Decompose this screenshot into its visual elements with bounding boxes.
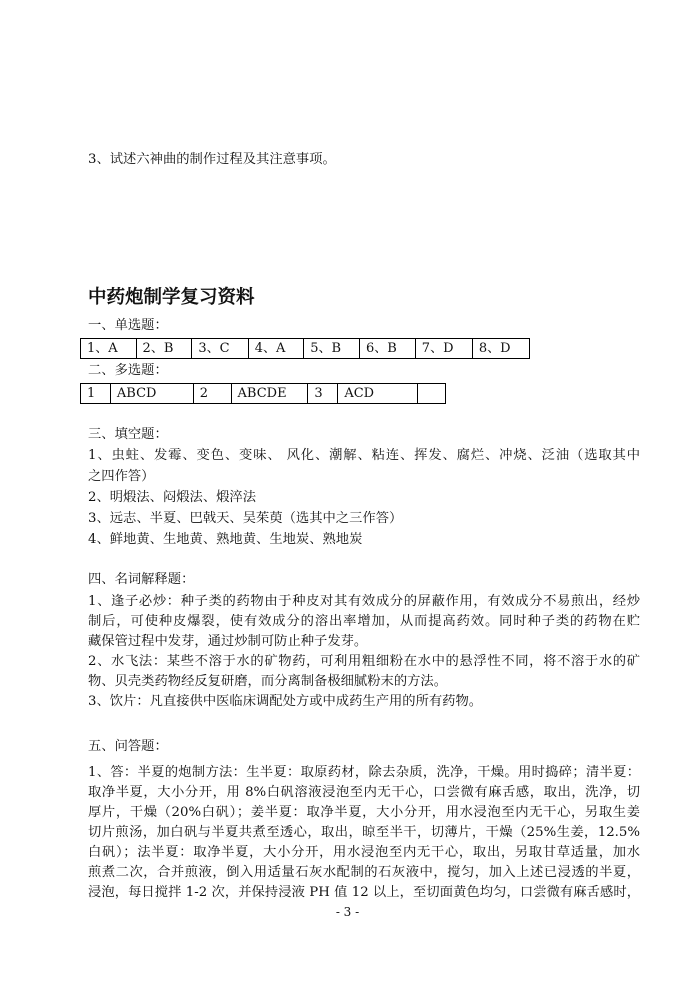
question-3: 3、试述六神曲的制作过程及其注意事项。 [88, 152, 336, 167]
text-line: 浸泡，每日搅拌 1-2 次，并保持浸液 PH 值 12 以上，至切面黄色均匀，口尝微有麻舌感时， [88, 885, 640, 900]
text-line: 制后，可使种皮爆裂，使有效成分的溶出率增加，从而提高药效。同时种子类的药物在贮 [88, 614, 640, 629]
text-line: 取净半夏，大小分开，用 8%白矾溶液浸泡至内无干心，口尝微有麻舌感，取出，洗净，切 [88, 785, 640, 800]
text-line: 2、明煅法、闷煅法、煅淬法 [88, 490, 257, 505]
page-title: 中药炮制学复习资料 [88, 287, 255, 308]
answer-cell: 1 [81, 384, 111, 404]
answer-cell [418, 384, 446, 404]
answer-cell: 2、B [136, 339, 192, 359]
text-line: 2、水飞法：某些不溶于水的矿物药，可利用粗细粉在水中的悬浮性不同，将不溶于水的矿 [88, 654, 640, 669]
text-line: 4、鲜地黄、生地黄、熟地黄、生地炭、熟地炭 [88, 532, 363, 547]
section-5-heading: 五、问答题： [88, 739, 168, 754]
answer-cell: 6、B [360, 339, 416, 359]
text-line: 1、虫蛀、发霉、变色、变味、 风化、潮解、粘连、挥发、腐烂、冲烧、泛油（选取其中 [88, 448, 640, 463]
text-line: 煎煮二次，合并煎液，倒入用适量石灰水配制的石灰液中，搅匀，加入上述已浸透的半夏， [88, 865, 640, 880]
section-3-heading: 三、填空题： [88, 427, 168, 442]
text-line: 1、答：半夏的炮制方法：生半夏：取原药材，除去杂质，洗净，干燥。用时捣碎；清半夏： [88, 765, 640, 780]
answer-cell: ACD [338, 384, 418, 404]
answer-cell: ABCDE [231, 384, 308, 404]
answer-cell: 7、D [415, 339, 472, 359]
section-4-body [88, 592, 640, 712]
text-line: 之四作答） [88, 469, 155, 484]
section-1-heading: 一、单选题： [88, 318, 168, 333]
answer-cell: 4、A [248, 339, 304, 359]
text-line: 3、远志、半夏、巴戟天、吴茱萸（选其中之三作答） [88, 511, 403, 526]
text-line: 白矾）；法半夏：取净半夏，大小分开，用水浸泡至内无干心，取出，另取甘草适量，加水 [88, 845, 640, 860]
text-line: 藏保管过程中发芽，通过炒制可防止种子发芽。 [88, 634, 368, 649]
section-4-heading: 四、名词解释题： [88, 572, 195, 587]
multi-choice-table [80, 383, 446, 404]
text-line: 厚片，干燥（20%白矾）；姜半夏：取净半夏，大小分开，用水浸泡至内无干心，另取生姜 [88, 805, 640, 820]
text-line: 3、饮片：凡直接供中医临床调配处方或中成药生产用的所有药物。 [88, 694, 483, 709]
section-2-heading: 二、多选题： [88, 363, 168, 378]
answer-cell: 3 [308, 384, 338, 404]
page-number: - 3 - [335, 905, 360, 919]
answer-cell: 3、C [192, 339, 248, 359]
single-choice-table [80, 338, 530, 359]
answer-cell: 8、D [472, 339, 529, 359]
section-3-body [88, 445, 640, 550]
answer-cell: 1、A [81, 339, 137, 359]
answer-cell: 5、B [304, 339, 360, 359]
answer-cell: ABCD [110, 384, 193, 404]
text-line: 物、贝壳类药物经反复研磨，而分离制备极细腻粉末的方法。 [88, 674, 448, 689]
text-line: 切片煎汤，加白矾与半夏共煮至透心，取出，晾至半干，切薄片，干燥（25%生姜，12.5% [88, 825, 640, 840]
text-line: 1、逢子必炒：种子类的药物由于种皮对其有效成分的屏蔽作用，有效成分不易煎出，经炒 [88, 594, 640, 609]
answer-cell: 2 [193, 384, 231, 404]
section-5-body [88, 763, 640, 903]
